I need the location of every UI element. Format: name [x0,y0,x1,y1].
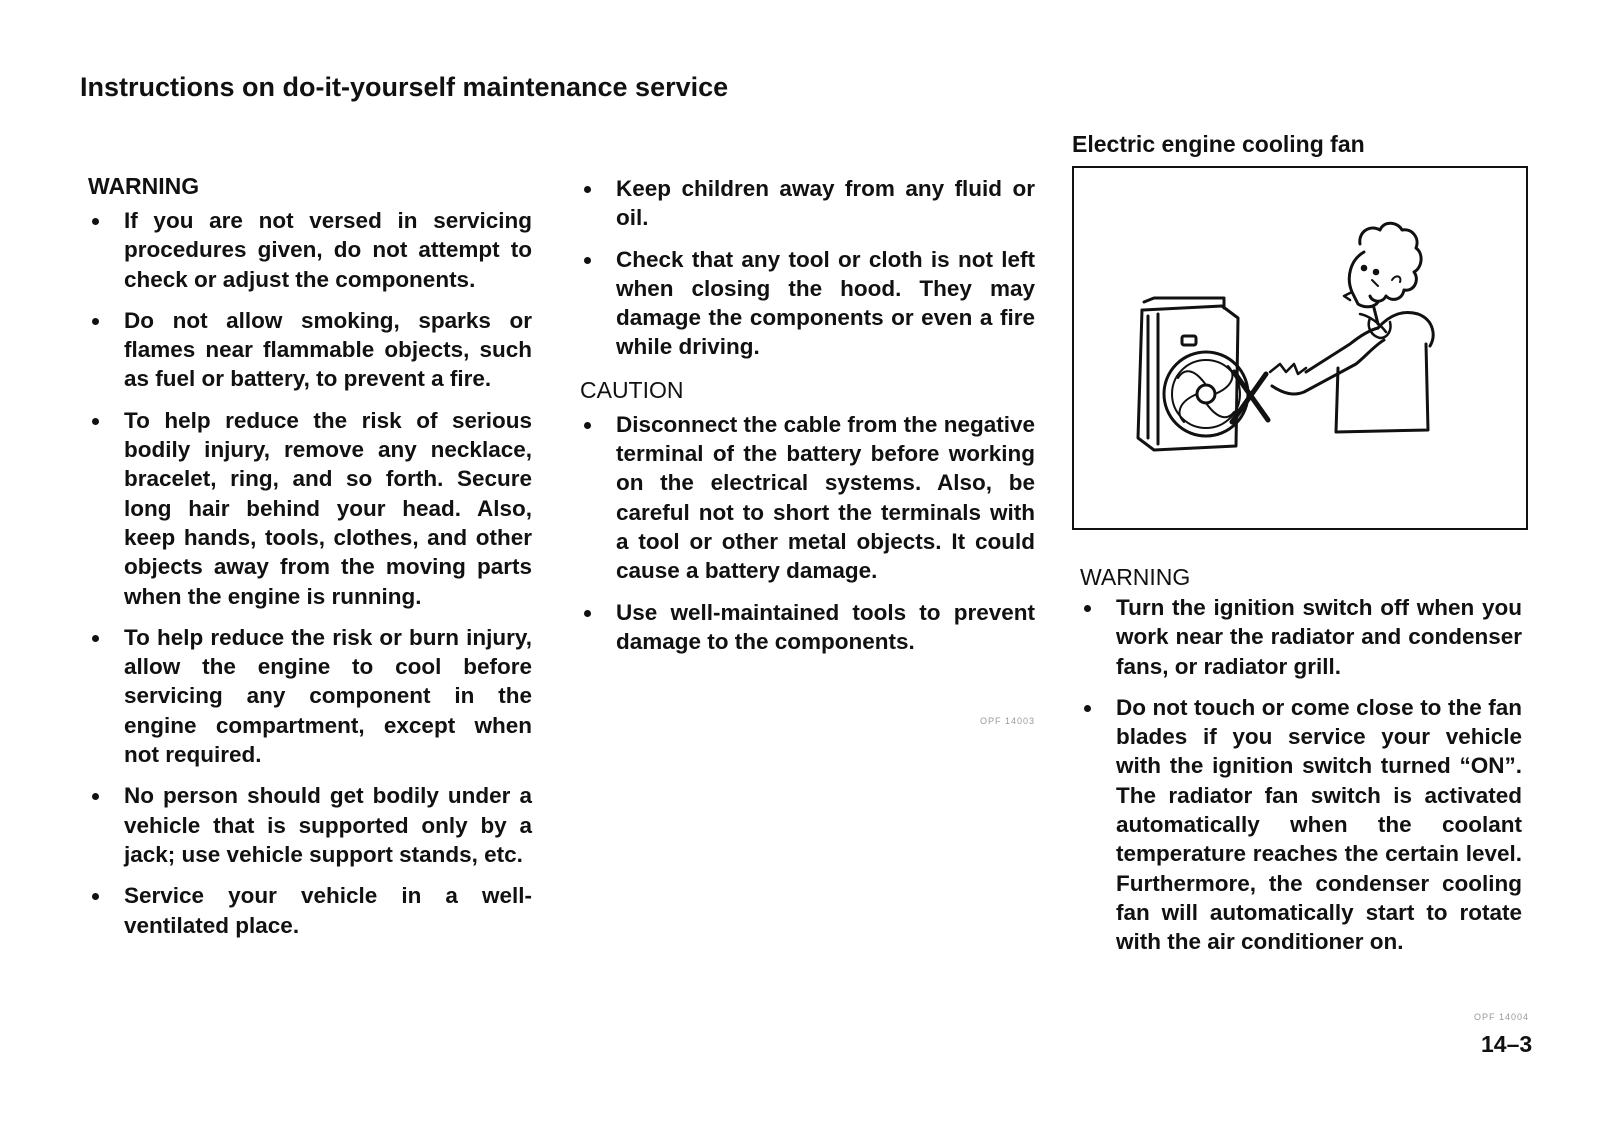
bullet-icon [1084,605,1091,612]
page-title [80,72,728,103]
bullet-icon [584,257,591,264]
bullet-icon [92,418,99,425]
list-item: Do not touch or come close to the fan blades if you service your vehicle with the ignition switch turned “ON”. The radiator fan switch is activated automatically when the coolant temperature reaches the certain level. Furthermore, the condenser cooling fan will automatically start to rotate with the air conditioner on. [1080,693,1522,957]
middle-column [580,174,1035,668]
list-item: Turn the ignition switch off when you work near the radiator and condenser fans, or radiator grill. [1080,593,1522,681]
list-item: Do not allow smoking, sparks or flames near flammable objects, such as fuel or battery, to prevent a fire. [88,306,532,394]
bullet-icon [92,318,99,325]
warning-list-left [88,206,532,940]
bullet-icon [92,793,99,800]
reference-code-right: OPF 14004 [1474,1012,1530,1022]
left-column [88,172,532,952]
page-title-text: Instructions on do-it-yourself maintenance service [80,72,729,102]
right-column [1080,563,1522,969]
list-item: Service your vehicle in a well-ventilated place. [88,881,532,940]
warning-heading-right: WARNING [1080,564,1191,590]
bullet-icon [1084,705,1091,712]
warning-heading-left: WARNING [88,173,200,199]
list-item: Use well-maintained tools to prevent damage to the components. [580,598,1035,657]
figure-title: Electric engine cooling fan [1072,131,1365,157]
cooling-fan-illustration [1074,168,1526,528]
bullet-icon [92,893,99,900]
list-item: To help reduce the risk of serious bodily injury, remove any necklace, bracelet, ring, and so forth. Secure long hair behind your head. Also, keep hands, tools, clothes, and other objects away from the moving parts when the engine is running. [88,406,532,611]
general-list-middle [580,174,1035,362]
bullet-icon [92,635,99,642]
warning-list-right [1080,593,1522,957]
reference-code-middle: OPF 14003 [980,716,1036,726]
caution-list [580,410,1035,656]
bullet-icon [584,610,591,617]
list-item: Keep children away from any fluid or oil. [580,174,1035,233]
bullet-icon [584,422,591,429]
bullet-icon [584,186,591,193]
list-item: Disconnect the cable from the negative terminal of the battery before working on the electrical systems. Also, be careful not to short the terminals with a tool or other metal objects. It could cause a battery damage. [580,410,1035,586]
bullet-icon [92,218,99,225]
list-item: Check that any tool or cloth is not left when closing the hood. They may damage the components or even a fire while driving. [580,245,1035,362]
list-item: No person should get bodily under a vehicle that is supported only by a jack; use vehicle support stands, etc. [88,781,532,869]
list-item: If you are not versed in servicing procedures given, do not attempt to check or adjust the components. [88,206,532,294]
caution-heading: CAUTION [580,376,684,403]
list-item: To help reduce the risk or burn injury, allow the engine to cool before servicing any component in the engine compartment, except when not required. [88,623,532,769]
figure-frame [1072,166,1528,530]
page-number: 14–3 [1481,1031,1533,1057]
